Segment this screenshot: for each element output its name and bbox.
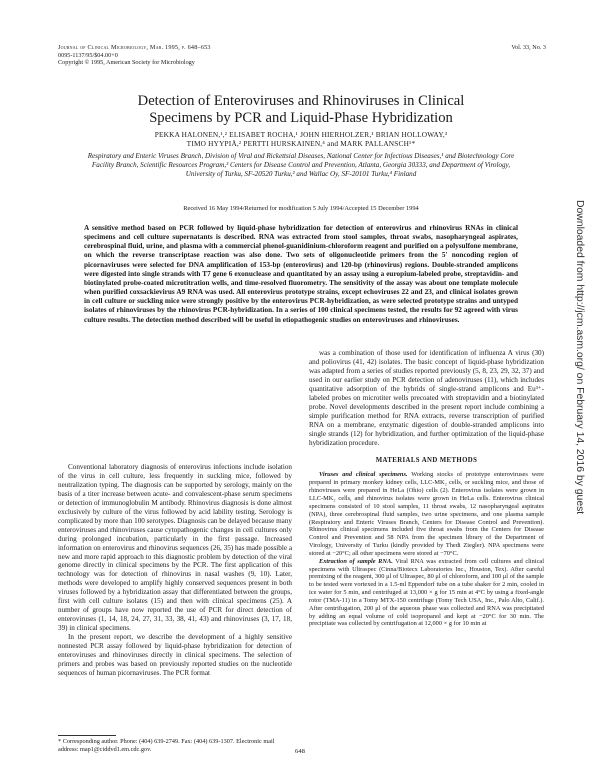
download-watermark: [572, 200, 586, 560]
volume-number: Vol. 33, No. 3: [511, 44, 546, 51]
footnote-rule: [58, 735, 116, 736]
authors-line-2: TIMO HYYPIÄ,² PERTTI HURSKAINEN,⁴ and MARK PALLANSCH¹*: [186, 139, 416, 148]
left-column: [58, 463, 292, 678]
methods-text-extraction: Viral RNA was extracted from cell cultures and clinical specimens with Ultraspec (Cinna/Biotecx Laboratories Inc., Houston, Tex). After careful premixing of the reagent, 300 μl of Ultraspec, 80 μl of chloroform, and 100 μl of the sample to be tested were vortexed in a 1.5-ml Eppendorf tube on a tube shaker for 2 min, cooled in ice water for 5 min, and centrifuged at 13,000 × g for 15 min at 4°C by using a fixed-angle rotor (TMA-11) in a Tomy MTX-150 centrifuge (Tomy Tech USA, Inc., Palo Alto, Calif.). After centrifugation, 200 μl of the aqueous phase was collected and RNA was precipitated by adding an equal volume of cold isopropanol and kept at −20°C for 30 min. The precipitate was collected by centrifugation at 12,000 × g for 10 min at: [309, 557, 544, 628]
methods-paragraph-1: [309, 471, 544, 557]
title-line-2: Specimens by PCR and Liquid-Phase Hybridization: [149, 110, 453, 126]
journal-citation: Journal of Clinical Microbiology, Mar. 1995, p. 648–653: [58, 44, 211, 51]
authors-line-1: PEKKA HALONEN,¹,² ELISABET ROCHA,¹ JOHN HIERHOLZER,¹ BRIAN HOLLOWAY,³: [154, 130, 448, 139]
journal-issn: 0095-1137/95/$04.00+0: [58, 51, 118, 59]
received-dates: Received 16 May 1994/Returned for modification 5 July 1994/Accepted 15 December 1994: [183, 205, 419, 212]
download-watermark-text: Downloaded from http://jcm.asm.org/ on February 14, 2016 by guest: [574, 200, 585, 515]
journal-copyright: Copyright © 1995, American Society for Microbiology: [58, 59, 195, 67]
intro-paragraph-1: Conventional laboratory diagnosis of enterovirus infections include isolation of the virus in cell culture, less frequently in suckling mice, followed by neutralization typing. The diagnosis can be supported by serology, mainly on the basis of a titer increase between acute- and convalescent-phase serum specimens or detection of immunoglobulin M antibody. Rhinovirus diagnosis is done almost exclusively by culture of the virus followed by acid lability testing. Serology is complicated by more than 100 serotypes. Diagnosis can be delayed because many enteroviruses and rhinoviruses cause cytopathogenic changes in cell cultures only during prolonged incubation, particularly in the first passage. Increased information on enterovirus and rhinovirus sequences (26, 35) has made possible a new and more rapid approach to this diagnostic problem by detection of the viral genome directly in clinical specimens by the PCR. The first application of this technology was for detection of rhinovirus in nasal washes (9, 10). Later, methods were developed to amplify highly conserved sequences present in both viruses followed by a hybridization assay that differentiated between the groups, first with cell culture isolates (15) and then with clinical specimens (25). A number of groups have now reported the use of PCR for direct detection of enteroviruses (1, 14, 18, 24, 27, 31, 33, 38, 41, 43) and rhinoviruses (3, 17, 18, 39) in clinical specimens.: [58, 463, 292, 633]
article-title: [58, 93, 544, 127]
title-line-1: Detection of Enteroviruses and Rhinoviruses in Clinical: [137, 93, 465, 109]
methods-subheading-extraction: Extraction of sample RNA.: [319, 557, 393, 565]
abstract: A sensitive method based on PCR followed by liquid-phase hybridization for detection of enterovirus and rhinovirus RNAs in clinical specimens and cell culture supernatants is described. RNA was extracted from stool samples, throat swabs, nasopharyngeal aspirates, cerebrospinal fluid, urine, and plasma with a commercial phenol-guanidinium-chloroform reagent and purified on a polysulfone membrane, on which the reverse transcriptase reaction was also done. Two sets of oligonucleotide primers from the 5′ noncoding region of picornaviruses were selected for DNA amplification of 153-bp (enterovirus) and 120-bp (rhinovirus) regions. Double-stranded amplicons were digested into single strands with T7 gene 6 exonuclease and quantitated by an assay using a europium-labeled probe, streptavidin- and biotinylated probe-coated microtitration wells, and time-resolved fluorometry. The sensitivity of the assay was about one template molecule when purified coxsackievirus A9 RNA was used. All enterovirus prototype strains, except echoviruses 22 and 23, and clinical isolates grown in cell culture or suckling mice were strongly positive by the enterovirus PCR-hybridization, as were selected prototype strains and untyped isolates of rhinoviruses by the rhinovirus PCR-hybridization. In a series of 100 clinical specimens tested, the results for 92 agreed with virus culture results. The detection method described will be useful in etiopathogenic studies on enteroviruses and rhinoviruses.: [84, 224, 518, 324]
intro-paragraph-3: was a combination of those used for identification of influenza A virus (30) and poliovirus (41, 42) isolates. The basic concept of liquid-phase hybridization was adapted from a series of studies reported previously (5, 8, 23, 29, 32, 37) and used in our earlier study on PCR detection of adenoviruses (11), which includes quantitative adsorption of the hybrids of single-strand amplicons and Eu³⁺-labeled probes on microtiter wells precoated with streptavidin and a biotinylated probe. Novel developments described in the present report include combining a simple purification method for RNA extracts, reverse transcription of purified RNA on a membrane, enzymatic digestion of double-stranded amplicons into single strands (12) for hybridization, and further optimization of the liquid-phase hybridization procedure.: [309, 349, 544, 447]
author-list: [58, 130, 544, 148]
section-heading-methods: MATERIALS AND METHODS: [375, 457, 478, 465]
methods-subheading-viruses: Viruses and clinical specimens.: [319, 471, 408, 479]
methods-paragraph-2: [309, 558, 544, 629]
methods-text-viruses: Working stocks of prototype enteroviruses were prepared in primary monkey kidney cells, LLC-MK₂ cells, or suckling mice, and those of rhinoviruses were prepared in HeLa (Ohio) cells (2). Enterovirus isolates were grown in LLC-MK₂ cells, and rhinovirus isolates were grown in HeLa cells. Enterovirus clinical specimens consisted of 10 stool samples, 11 throat swabs, 12 nasopharyngeal aspirates (NPA), three cerebrospinal fluid samples, two urine specimens, and one plasma sample (Respiratory and Enteric Viruses Branch, Centers for Disease Control and Prevention). Rhinovirus clinical specimens included five throat swabs from the Centers for Disease Control and Prevention and 58 NPA from the specimen library of the Department of Virology, University of Turku (kindly provided by Thedi Ziegler). NPA specimens were stored at −20°C; all other specimens were stored at −70°C.: [309, 471, 544, 557]
intro-paragraph-2: In the present report, we describe the development of a highly sensitive nonnested PCR assay followed by liquid-phase hybridization for detection of enteroviruses and rhinoviruses directly in clinical specimens. The selection of primers and probes was based on previously reported studies on the nucleotide sequences of human picornaviruses. The PCR format: [58, 633, 292, 677]
right-column: [309, 349, 544, 628]
journal-header: [58, 44, 358, 67]
page-number: 648: [295, 748, 305, 755]
corresponding-author-footnote: * Corresponding author. Phone: (404) 639-2749. Fax: (404) 639-1307. Electronic mail address: map1@ciddvd1.em.cdc.gov.: [58, 738, 275, 753]
author-affiliations: Respiratory and Enteric Viruses Branch, Division of Viral and Rickettsial Diseases, National Center for Infectious Diseases,¹ and Biotechnology Core Facility Branch, Scientific Resources Program,³ Centers for Disease Control and Prevention, Atlanta, Georgia 30333, and Department of Virology, University of Turku, SF-20520 Turku,² and Wallac Oy, SF-20101 Turku,⁴ Finland: [87, 152, 515, 179]
